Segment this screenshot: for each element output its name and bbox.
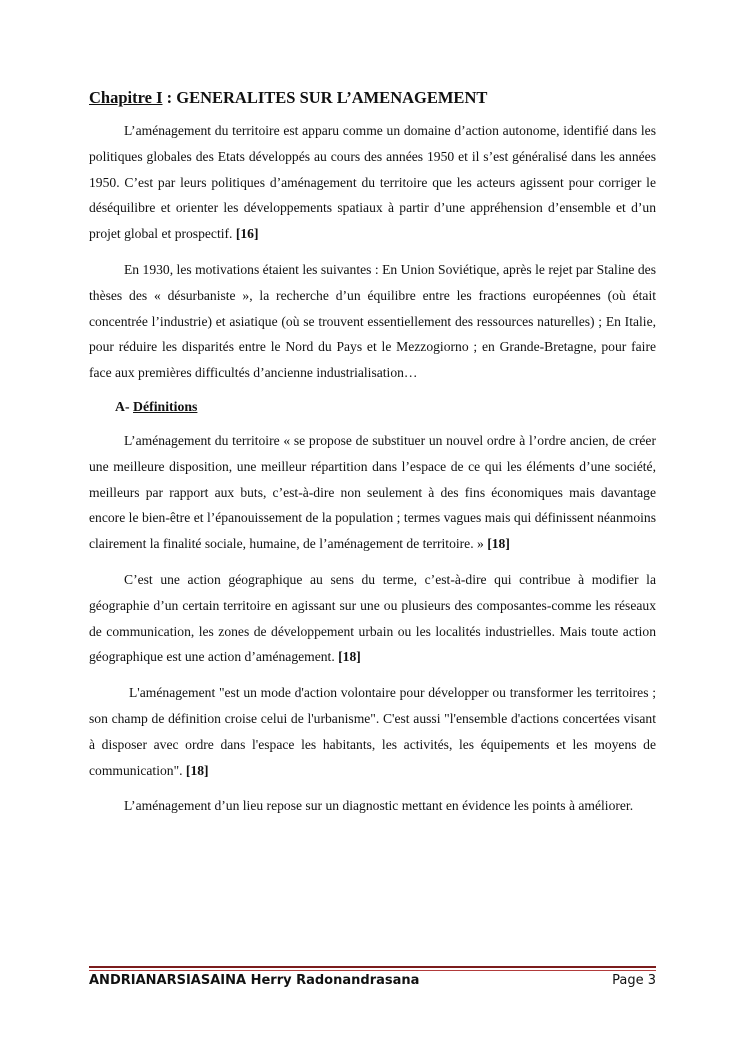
paragraph-text: L'aménagement "est un mode d'action volontaire pour développer ou transformer les territoires ; son champ de définition croise celui de l'urbanisme". C'est aussi "l'ensemble d'actions concertées visant à disposer avec ordre dans l'espace les habitants, les activités, les équipements et les moyens de communication".	[89, 685, 656, 778]
section-heading	[115, 396, 656, 418]
reference-citation: [18]	[185, 762, 209, 778]
definition-paragraph-1	[89, 428, 656, 557]
paragraph-text: L’aménagement du territoire est apparu comme un domaine d’action autonome, identifié dans les politiques globales des Etats développés au cours des années 1950 et il s’est généralisé dans les années 1950. C’est par leurs politiques d’aménagement du territoire que les acteurs agissent pour corriger le déséquilibre et orienter les développements spatiaux à partir d’une appréhension d’ensemble et d’un projet global et prospectif.	[89, 123, 656, 242]
definition-paragraph-4	[89, 793, 656, 819]
definition-paragraph-2	[89, 567, 656, 670]
chapter-title: : GENERALITES SUR L’AMENAGEMENT	[162, 88, 488, 107]
paragraph-text: L’aménagement du territoire « se propose de substituer un nouvel ordre à l’ordre ancien, de créer une meilleure disposition, une meilleur répartition dans l’espace de ce qui les éléments d’une société, meilleurs par rapport aux buts, c’est-à-dire non seulement à des fins économiques mais davantage encore le bien-être et l’épanouissement de la population ; termes vagues mais qui définissent néanmoins clairement la finalité sociale, humaine, de l’aménagement de territoire. »	[89, 432, 656, 552]
reference-citation: [18]	[338, 649, 361, 665]
chapter-heading	[89, 86, 656, 110]
chapter-label: Chapitre I	[89, 88, 163, 107]
footer-page-number: Page 3	[612, 973, 656, 988]
paragraph-text: C’est une action géographique au sens du terme, c’est-à-dire qui contribue à modifier la géographie d’un certain territoire en agissant sur une ou plusieurs des composantes-comme les réseaux de communication, les zones de développement urbain ou les localités industrielles. Mais toute action géographique est une action d’aménagement.	[89, 571, 656, 665]
page-footer	[89, 973, 656, 993]
page-content	[89, 86, 656, 829]
reference-citation: [16]	[235, 226, 259, 242]
definition-paragraph-3	[89, 680, 656, 783]
paragraph-text: En 1930, les motivations étaient les suivantes : En Union Soviétique, après le rejet par Staline des thèses des « désurbaniste », la recherche d’un équilibre entre les fractions européennes (où était concentrée l’industrie) et asiatique (où se trouvent essentiellement des ressources naturelles) ; En Italie, pour réduire les disparités entre le Nord du Pays et le Mezzogiorno ; en Grande-Bretagne, pour faire face aux premières difficultés d’ancienne industrialisation…	[89, 261, 656, 381]
reference-citation: [18]	[487, 536, 510, 552]
footer-author: ANDRIANARSIASAINA Herry Radonandrasana	[89, 973, 420, 988]
section-prefix: A-	[115, 398, 134, 414]
footer-rule-thick	[89, 966, 656, 968]
paragraph-text: L’aménagement d’un lieu repose sur un diagnostic mettant en évidence les points à améliorer.	[124, 798, 634, 814]
intro-paragraph-2	[89, 257, 656, 386]
intro-paragraph-1	[89, 118, 656, 247]
section-title: Définitions	[133, 398, 198, 414]
footer-rule-thin	[89, 970, 656, 971]
